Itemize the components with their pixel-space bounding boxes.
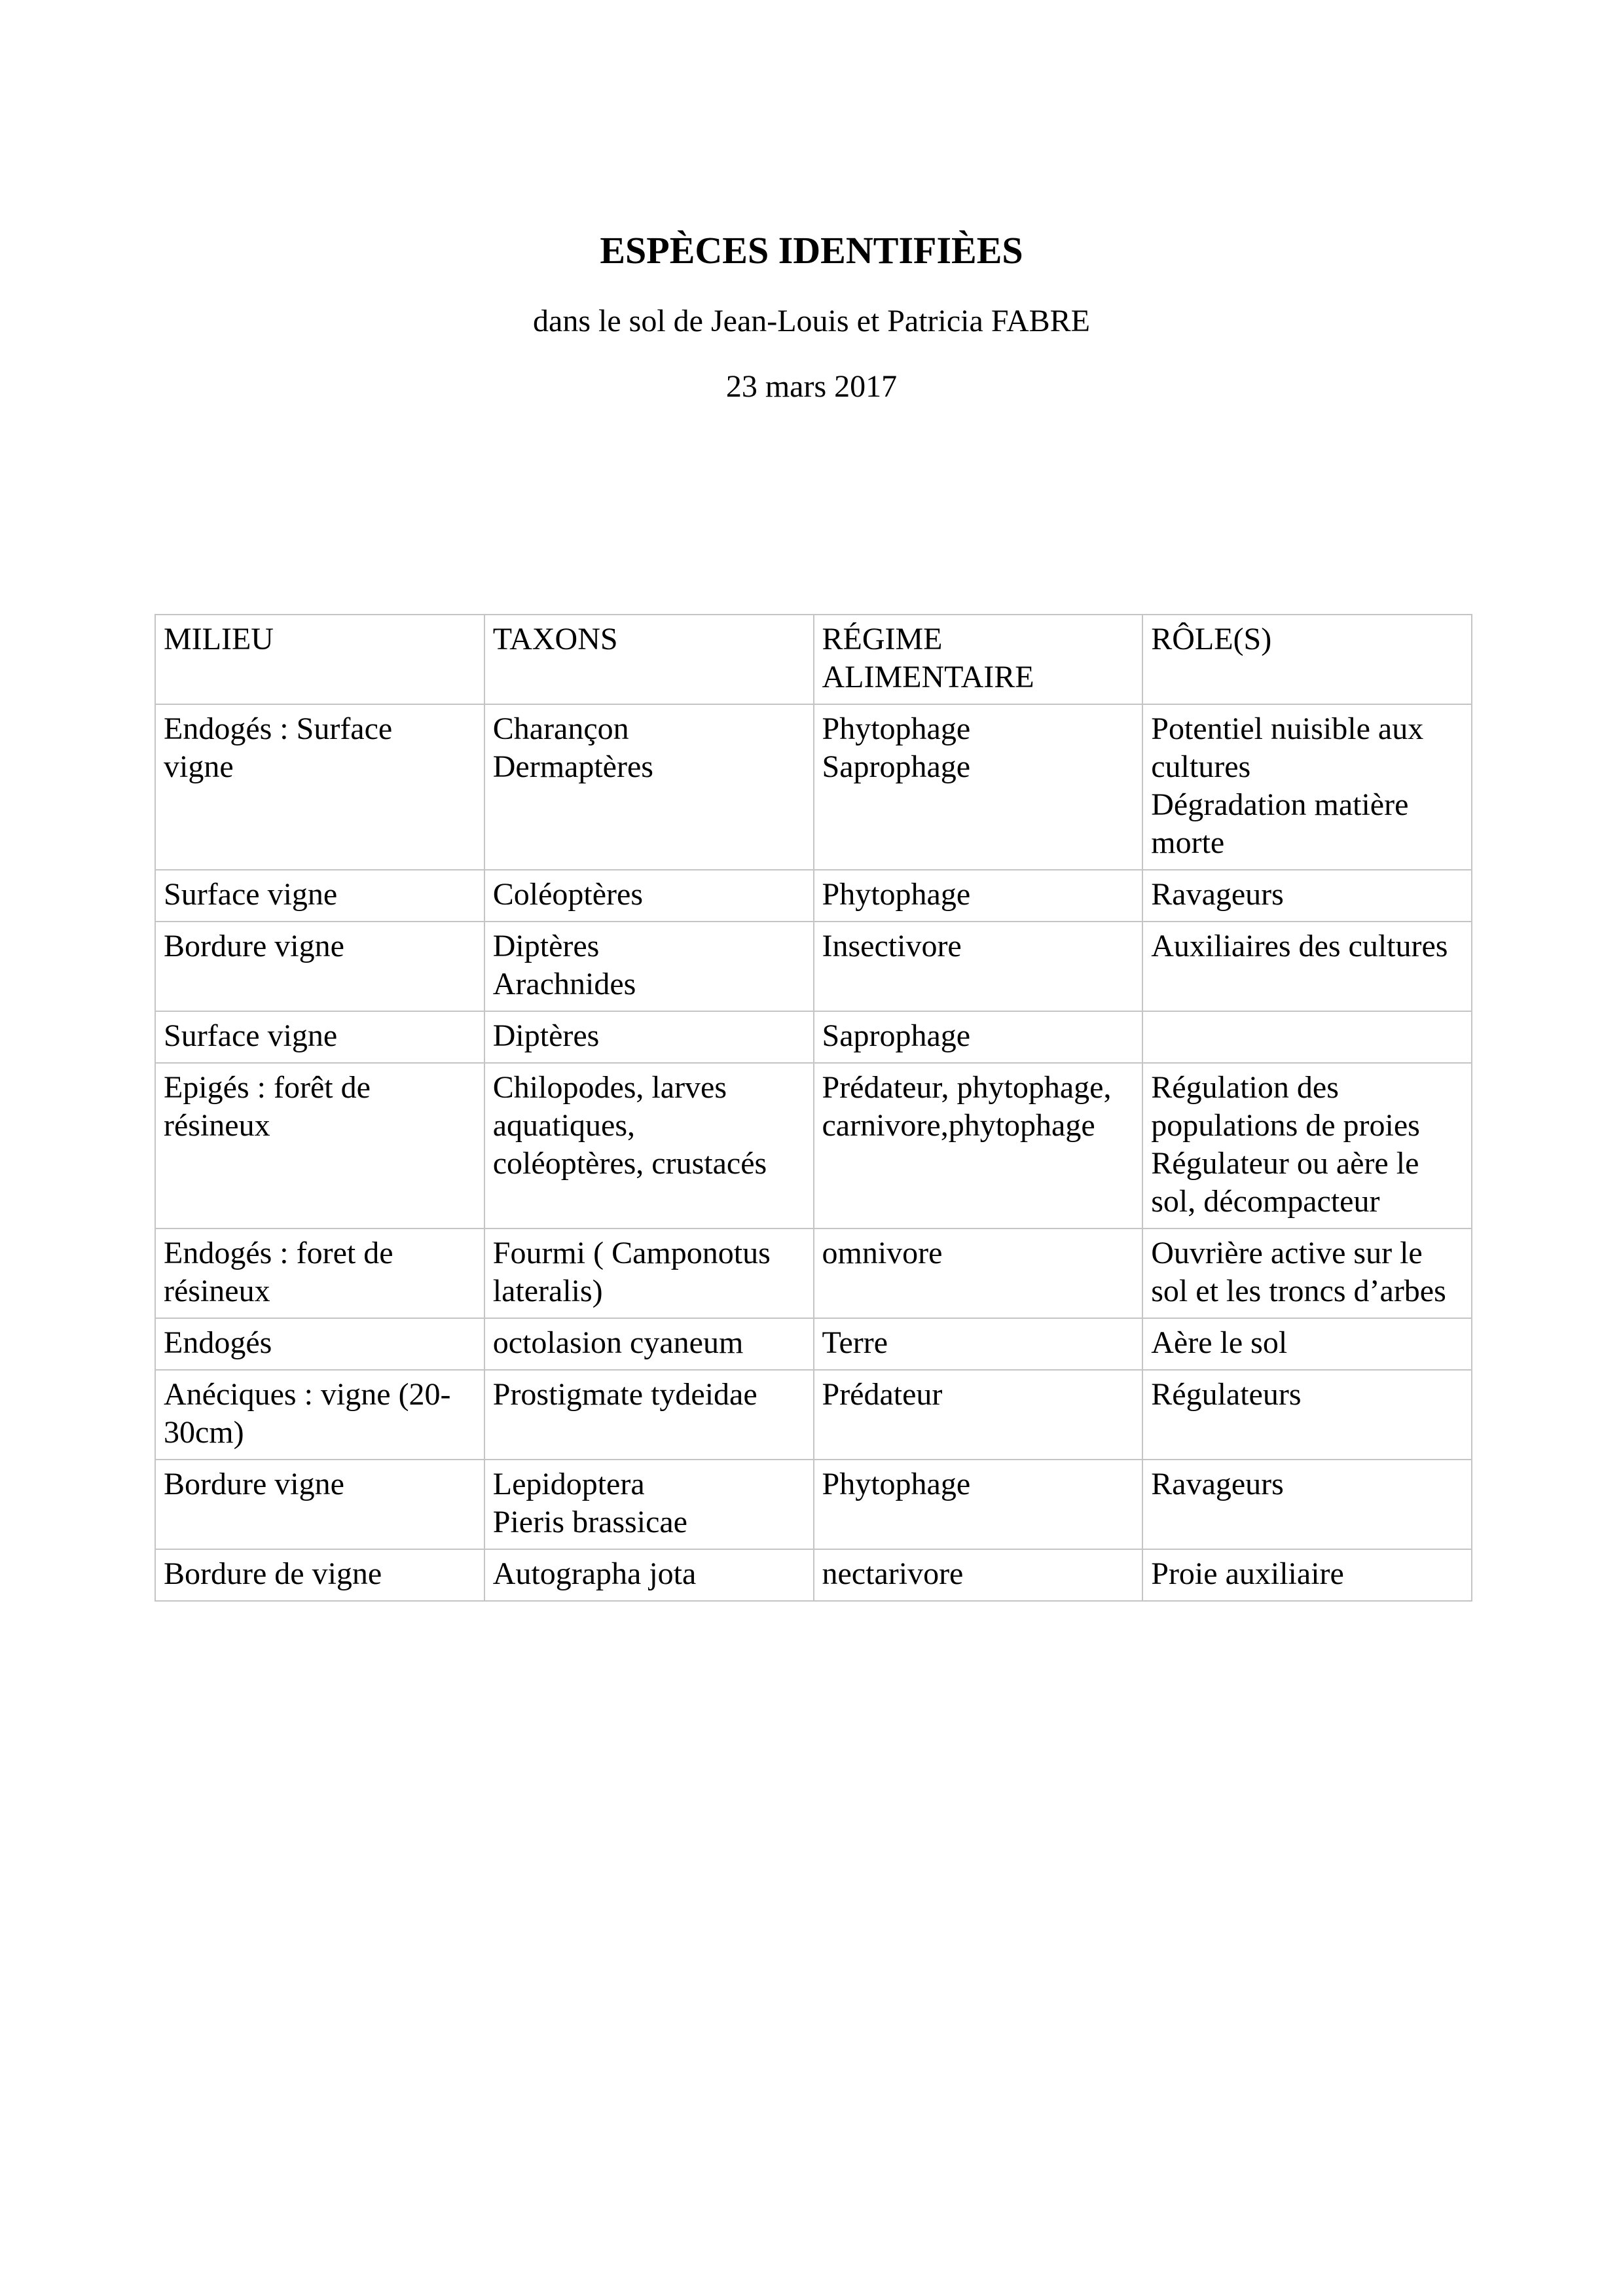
document-subtitle: dans le sol de Jean-Louis et Patricia FABRE bbox=[533, 304, 1090, 338]
cell-text: Dermaptères bbox=[492, 749, 653, 784]
cell-regime-alimentaire bbox=[814, 1370, 1143, 1460]
cell-text: Epigés : forêt de bbox=[164, 1070, 371, 1105]
cell-text: Potentiel nuisible aux bbox=[1151, 711, 1424, 746]
cell-milieu bbox=[155, 1229, 484, 1318]
cell-text: vigne bbox=[164, 749, 234, 784]
cell-taxons bbox=[484, 1460, 814, 1549]
cell-regime-alimentaire bbox=[814, 1460, 1143, 1549]
cell-text: Phytophage bbox=[822, 711, 971, 746]
cell-text: cultures bbox=[1151, 749, 1251, 784]
cell-text: Auxiliaires des cultures bbox=[1151, 929, 1448, 963]
cell-milieu bbox=[155, 615, 484, 704]
cell-text: Endogés bbox=[164, 1325, 272, 1360]
cell-text: Bordure vigne bbox=[164, 1467, 344, 1501]
cell-milieu bbox=[155, 1011, 484, 1063]
cell-text: Proie auxiliaire bbox=[1151, 1556, 1344, 1591]
cell-text: MILIEU bbox=[164, 622, 274, 656]
cell-roles bbox=[1142, 922, 1472, 1011]
cell-regime-alimentaire bbox=[814, 922, 1143, 1011]
table-row bbox=[155, 922, 1472, 1011]
cell-milieu bbox=[155, 870, 484, 922]
document-date: 23 mars 2017 bbox=[725, 369, 898, 404]
cell-text: Endogés : foret de bbox=[164, 1236, 393, 1270]
cell-text: coléoptères, crustacés bbox=[492, 1146, 767, 1181]
cell-milieu bbox=[155, 1318, 484, 1370]
cell-roles bbox=[1142, 615, 1472, 704]
cell-text: Ravageurs bbox=[1151, 877, 1284, 912]
cell-taxons bbox=[484, 870, 814, 922]
cell-text: 30cm) bbox=[164, 1415, 244, 1450]
cell-text: sol, décompacteur bbox=[1151, 1184, 1380, 1219]
cell-text: Phytophage bbox=[822, 877, 971, 912]
table-row bbox=[155, 1318, 1472, 1370]
cell-taxons bbox=[484, 704, 814, 870]
cell-text: Charançon bbox=[492, 711, 629, 746]
cell-text: résineux bbox=[164, 1274, 270, 1308]
table-header-row bbox=[155, 615, 1472, 704]
cell-regime-alimentaire bbox=[814, 1318, 1143, 1370]
cell-text: Insectivore bbox=[822, 929, 962, 963]
cell-milieu bbox=[155, 704, 484, 870]
cell-milieu bbox=[155, 1063, 484, 1229]
cell-text: Fourmi ( Camponotus bbox=[492, 1236, 771, 1270]
cell-taxons bbox=[484, 1549, 814, 1601]
cell-roles bbox=[1142, 704, 1472, 870]
cell-roles bbox=[1142, 1063, 1472, 1229]
cell-regime-alimentaire bbox=[814, 1549, 1143, 1601]
cell-text: Diptères bbox=[492, 929, 600, 963]
cell-milieu bbox=[155, 1460, 484, 1549]
cell-roles bbox=[1142, 1011, 1472, 1063]
cell-text: Arachnides bbox=[492, 967, 636, 1001]
cell-text: Dégradation matière bbox=[1151, 787, 1409, 822]
cell-text: Diptères bbox=[492, 1018, 600, 1053]
cell-taxons bbox=[484, 1318, 814, 1370]
cell-text: Saprophage bbox=[822, 749, 971, 784]
cell-regime-alimentaire bbox=[814, 1011, 1143, 1063]
cell-text: RÉGIME bbox=[822, 622, 943, 656]
cell-regime-alimentaire bbox=[814, 704, 1143, 870]
cell-milieu bbox=[155, 922, 484, 1011]
cell-text: Prostigmate tydeidae bbox=[492, 1377, 757, 1412]
cell-text: Prédateur, phytophage, bbox=[822, 1070, 1112, 1105]
table-row bbox=[155, 704, 1472, 870]
table-row bbox=[155, 1063, 1472, 1229]
table-row bbox=[155, 1549, 1472, 1601]
cell-roles bbox=[1142, 1229, 1472, 1318]
cell-text: Bordure de vigne bbox=[164, 1556, 382, 1591]
cell-roles bbox=[1142, 1549, 1472, 1601]
cell-text: Saprophage bbox=[822, 1018, 971, 1053]
cell-roles bbox=[1142, 1460, 1472, 1549]
species-table bbox=[155, 614, 1472, 1602]
cell-taxons bbox=[484, 615, 814, 704]
cell-text: octolasion cyaneum bbox=[492, 1325, 744, 1360]
cell-text: Aère le sol bbox=[1151, 1325, 1288, 1360]
cell-regime-alimentaire bbox=[814, 870, 1143, 922]
document-title: ESPÈCES IDENTIFIÈES bbox=[600, 229, 1023, 272]
cell-taxons bbox=[484, 1229, 814, 1318]
cell-text: résineux bbox=[164, 1108, 270, 1143]
table-row bbox=[155, 870, 1472, 922]
cell-text: lateralis) bbox=[492, 1274, 603, 1308]
cell-text: aquatiques, bbox=[492, 1108, 636, 1143]
cell-text: Régulateurs bbox=[1151, 1377, 1302, 1412]
cell-text: Lepidoptera bbox=[492, 1467, 645, 1501]
table-row bbox=[155, 1011, 1472, 1063]
cell-taxons bbox=[484, 922, 814, 1011]
cell-text: morte bbox=[1151, 825, 1225, 860]
cell-regime-alimentaire bbox=[814, 1063, 1143, 1229]
cell-roles bbox=[1142, 870, 1472, 922]
cell-text: Ravageurs bbox=[1151, 1467, 1284, 1501]
cell-regime-alimentaire bbox=[814, 1229, 1143, 1318]
cell-text: Bordure vigne bbox=[164, 929, 344, 963]
cell-text: Pieris brassicae bbox=[492, 1505, 687, 1539]
species-table-body bbox=[155, 615, 1472, 1601]
cell-taxons bbox=[484, 1063, 814, 1229]
cell-text: Régulation des bbox=[1151, 1070, 1339, 1105]
cell-taxons bbox=[484, 1370, 814, 1460]
cell-text: Surface vigne bbox=[164, 877, 338, 912]
cell-text: Coléoptères bbox=[492, 877, 644, 912]
cell-text: Chilopodes, larves bbox=[492, 1070, 727, 1105]
cell-text: RÔLE(S) bbox=[1151, 622, 1272, 656]
table-row bbox=[155, 1460, 1472, 1549]
cell-text: Autographa jota bbox=[492, 1556, 697, 1591]
cell-text: TAXONS bbox=[492, 622, 618, 656]
cell-text: Ouvrière active sur le bbox=[1151, 1236, 1423, 1270]
cell-milieu bbox=[155, 1370, 484, 1460]
cell-regime-alimentaire bbox=[814, 615, 1143, 704]
cell-text: Prédateur bbox=[822, 1377, 943, 1412]
cell-text: omnivore bbox=[822, 1236, 943, 1270]
cell-milieu bbox=[155, 1549, 484, 1601]
cell-text: Terre bbox=[822, 1325, 888, 1360]
cell-text: Anéciques : vigne (20- bbox=[164, 1377, 451, 1412]
cell-text: Endogés : Surface bbox=[164, 711, 393, 746]
cell-text: carnivore,phytophage bbox=[822, 1108, 1095, 1143]
cell-text: Phytophage bbox=[822, 1467, 971, 1501]
cell-roles bbox=[1142, 1370, 1472, 1460]
cell-text: sol et les troncs d’arbes bbox=[1151, 1274, 1446, 1308]
cell-text: Surface vigne bbox=[164, 1018, 338, 1053]
cell-text: populations de proies bbox=[1151, 1108, 1420, 1143]
cell-text: ALIMENTAIRE bbox=[822, 660, 1034, 694]
cell-text: nectarivore bbox=[822, 1556, 964, 1591]
cell-roles bbox=[1142, 1318, 1472, 1370]
table-row bbox=[155, 1229, 1472, 1318]
cell-taxons bbox=[484, 1011, 814, 1063]
table-row bbox=[155, 1370, 1472, 1460]
cell-text: Régulateur ou aère le bbox=[1151, 1146, 1419, 1181]
